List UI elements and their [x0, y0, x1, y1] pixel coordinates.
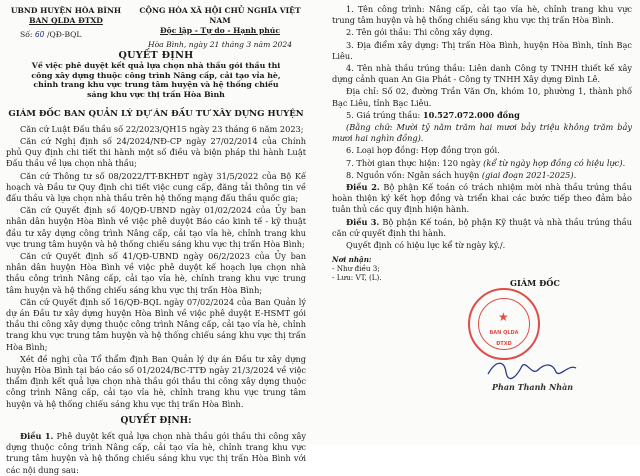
signer-name: Phan Thanh Nhàn: [492, 382, 574, 392]
left-column: [6, 0, 306, 475]
item-winning-price: [332, 110, 632, 121]
price-label: 5. Giá trúng thầu:: [346, 109, 421, 120]
preamble-item: Căn cứ Luật Đấu thầu số 22/2023/QH15 ngày 23 tháng 6 năm 2023;: [20, 123, 304, 134]
document-number: [6, 30, 126, 40]
preamble-item: Căn cứ Thông tư số 08/2022/TT-BKHĐT ngày 31/5/2022 của Bộ Kế hoạch và Đầu tư Quy định chi tiết việc cung cấp, đăng tải thông tin về đấu thầu và lựa chọn nhà thầu trên hệ thống mạng đấu thầu quốc gia;: [6, 170, 306, 203]
seal-text: BAN QLDA ĐTXD: [489, 330, 519, 348]
article-3-label: Điều 3.: [346, 216, 380, 227]
funding-note: (giai đoạn 2021-2025).: [481, 169, 577, 180]
preamble-item: Căn cứ Quyết định số 16/QĐ-BQL ngày 07/02/2024 của Ban Quản lý dự án Đầu tư xây dựng huyện Hòa Bình về việc phê duyệt E-HSMT gói thầu thi công xây dựng thuộc công trình Nâng cấp, cải tạo vỉa hè, chỉnh trang khu vực trung tâm huyện và hệ thống chiếu sáng khu vực thị trấn Hòa Bình;: [6, 296, 306, 352]
article-1-text: Phê duyệt kết quả lựa chọn nhà thầu gói thầu thi công xây dựng thuộc công trình Nâng cấp, cải tạo vỉa hè, chỉnh trang khu vực trung tâm huyện và hệ thống chiếu sáng khu vực thị trấn Hòa Bình với các nội dung sau:: [6, 431, 306, 475]
effect-clause: Quyết định có hiệu lực kể từ ngày ký./.: [346, 240, 506, 251]
number-handwritten: 60: [34, 30, 45, 39]
preamble-item: Căn cứ Quyết định số 40/QĐ-UBND ngày 01/02/2024 của Ủy ban nhân dân huyện Hòa Bình về việc phê duyệt Báo cáo kinh tế - kỹ thuật đầu tư xây dựng công trình Nâng cấp, cải tạo vỉa hè, chỉnh trang khu vực trung tâm huyện và hệ thống chiếu sáng khu vực thị trấn Hòa Bình;: [6, 205, 306, 249]
item-project-name: 1. Tên công trình: Nâng cấp, cải tạo vỉa hè, chỉnh trang khu vực trung tâm huyện và hệ thống chiếu sáng khu vực thị trấn Hòa Bình.: [332, 4, 632, 26]
item-winning-contractor: 4. Tên nhà thầu trúng thầu: Liên danh Công ty TNHH thiết kế xây dựng cảnh quan An Gia Phát - Công ty TNHH Xây dựng Đình Lê.: [332, 63, 632, 85]
article-1: [6, 431, 306, 476]
place-date: Hòa Bình, ngày 21 tháng 3 năm 2024: [147, 40, 293, 49]
official-seal: [468, 288, 540, 360]
item-contract-type: 6. Loại hợp đồng: Hợp đồng trọn gói.: [346, 145, 500, 156]
item-funding-source: [332, 170, 632, 181]
article-2-text: Bộ phận Kế toán có trách nhiệm mời nhà thầu trúng thầu hoàn thiện ký kết hợp đồng và triển khai các bước tiếp theo đảm bảo tuân thủ các quy định hiện hành.: [332, 182, 632, 215]
issuer-line: GIÁM ĐỐC BAN QUẢN LÝ DỰ ÁN ĐẦU TƯ XÂY DỰNG HUYỆN: [8, 108, 304, 119]
funding-label: 8. Nguồn vốn: Ngân sách huyện: [346, 169, 480, 180]
item-contractor-address: Địa chỉ: Số 02, đường Trần Văn Ơn, khóm 10, phường 1, thành phố Bạc Liêu, tỉnh Bạc Liêu.: [332, 86, 632, 108]
recipient-item: - Như điều 3;: [332, 264, 380, 274]
recipient-item: - Lưu: VT, (L).: [332, 273, 382, 283]
item-duration: [332, 158, 632, 169]
signature-image: [482, 356, 582, 382]
motto: Độc lập - Tự do - Hạnh phúc: [160, 26, 280, 35]
recipients-label: Nơi nhận:: [332, 255, 372, 265]
price-value: 10.527.072.000 đồng: [422, 109, 520, 120]
item-location: 3. Địa điểm xây dựng: Thị trấn Hòa Bình, huyện Hòa Bình, tỉnh Bạc Liêu.: [332, 39, 632, 61]
item-package-name: 2. Tên gói thầu: Thi công xây dựng.: [346, 27, 493, 38]
recipients-block: [332, 255, 632, 282]
number-prefix: Số:: [20, 30, 33, 39]
article-3: [332, 217, 632, 239]
article-1-label: Điều 1.: [20, 431, 54, 442]
duration-label: 7. Thời gian thực hiện: 120 ngày: [346, 157, 481, 168]
preamble-item: Căn cứ Quyết định số 41/QĐ-UBND ngày 06/2/2023 của Ủy ban nhân dân huyện Hòa Bình về việc phê duyệt kế hoạch lựa chọn nhà thầu công trình Nâng cấp, cải tạo vỉa hè, chỉnh trang khu vực trung tâm huyện và hệ thống chiếu sáng khu vực thị trấn Hòa Bình;: [6, 251, 306, 295]
decision-heading: QUYẾT ĐỊNH:: [120, 415, 192, 426]
document-header: [6, 6, 306, 49]
right-column: [332, 0, 632, 445]
preamble-item: Căn cứ Nghị định số 24/2024/NĐ-CP ngày 27/02/2014 của Chính phủ Quy định chi tiết thi hành một số điều và biện pháp thi hành Luật Đấu thầu về lựa chọn nhà thầu;: [6, 135, 306, 169]
article-2: [332, 182, 632, 216]
issuing-agency-block: [6, 6, 126, 40]
preamble-item: Xét đề nghị của Tổ thẩm định Ban Quản lý dự án Đầu tư xây dựng huyện Hòa Bình tại báo cáo số 01/2024/BC-TTĐ ngày 21/3/2024 về việc thẩm định kết quả lựa chọn nhà thầu gói thầu thi công xây dựng thuộc công trình Nâng cấp, cải tạo vỉa hè, chỉnh trang khu vực trung tâm huyện và hệ thống chiếu sáng khu vực thị trấn Hòa Bình.: [6, 353, 306, 409]
article-2-label: Điều 2.: [346, 182, 380, 193]
agency-name: BAN QLDA ĐTXD: [29, 16, 103, 25]
price-in-words: (Bằng chữ: Mười tỷ năm trăm hai mươi bảy triệu không trăm bảy mươi hai nghìn đồng).: [332, 122, 632, 144]
article-3-text: Bộ phận Kế toán, bộ phận Kỹ thuật và nhà thầu trúng thầu căn cứ quyết định thi hành.: [332, 216, 632, 238]
document-title: QUYẾT ĐỊNH: [118, 50, 194, 61]
national-header: [134, 6, 306, 50]
number-suffix: /QĐ-BQL: [46, 30, 82, 39]
duration-note: (kể từ ngày hợp đồng có hiệu lực).: [483, 157, 626, 168]
agency-parent: UBND HUYỆN HÒA BÌNH: [10, 6, 122, 15]
signer-title: GIÁM ĐỐC: [510, 278, 560, 288]
document-subtitle: Về việc phê duyệt kết quả lựa chọn nhà thầu gói thầu thi công xây dựng thuộc công trình Nâng cấp, cải tạo vỉa hè, chỉnh trang khu vực trung tâm huyện và hệ thống chiếu sáng khu vực thị trấn Hòa Bình: [31, 61, 281, 99]
country-name: CỘNG HÒA XÃ HỘI CHỦ NGHĨA VIỆT NAM: [139, 6, 301, 25]
seal-star-icon: ★: [498, 310, 509, 324]
